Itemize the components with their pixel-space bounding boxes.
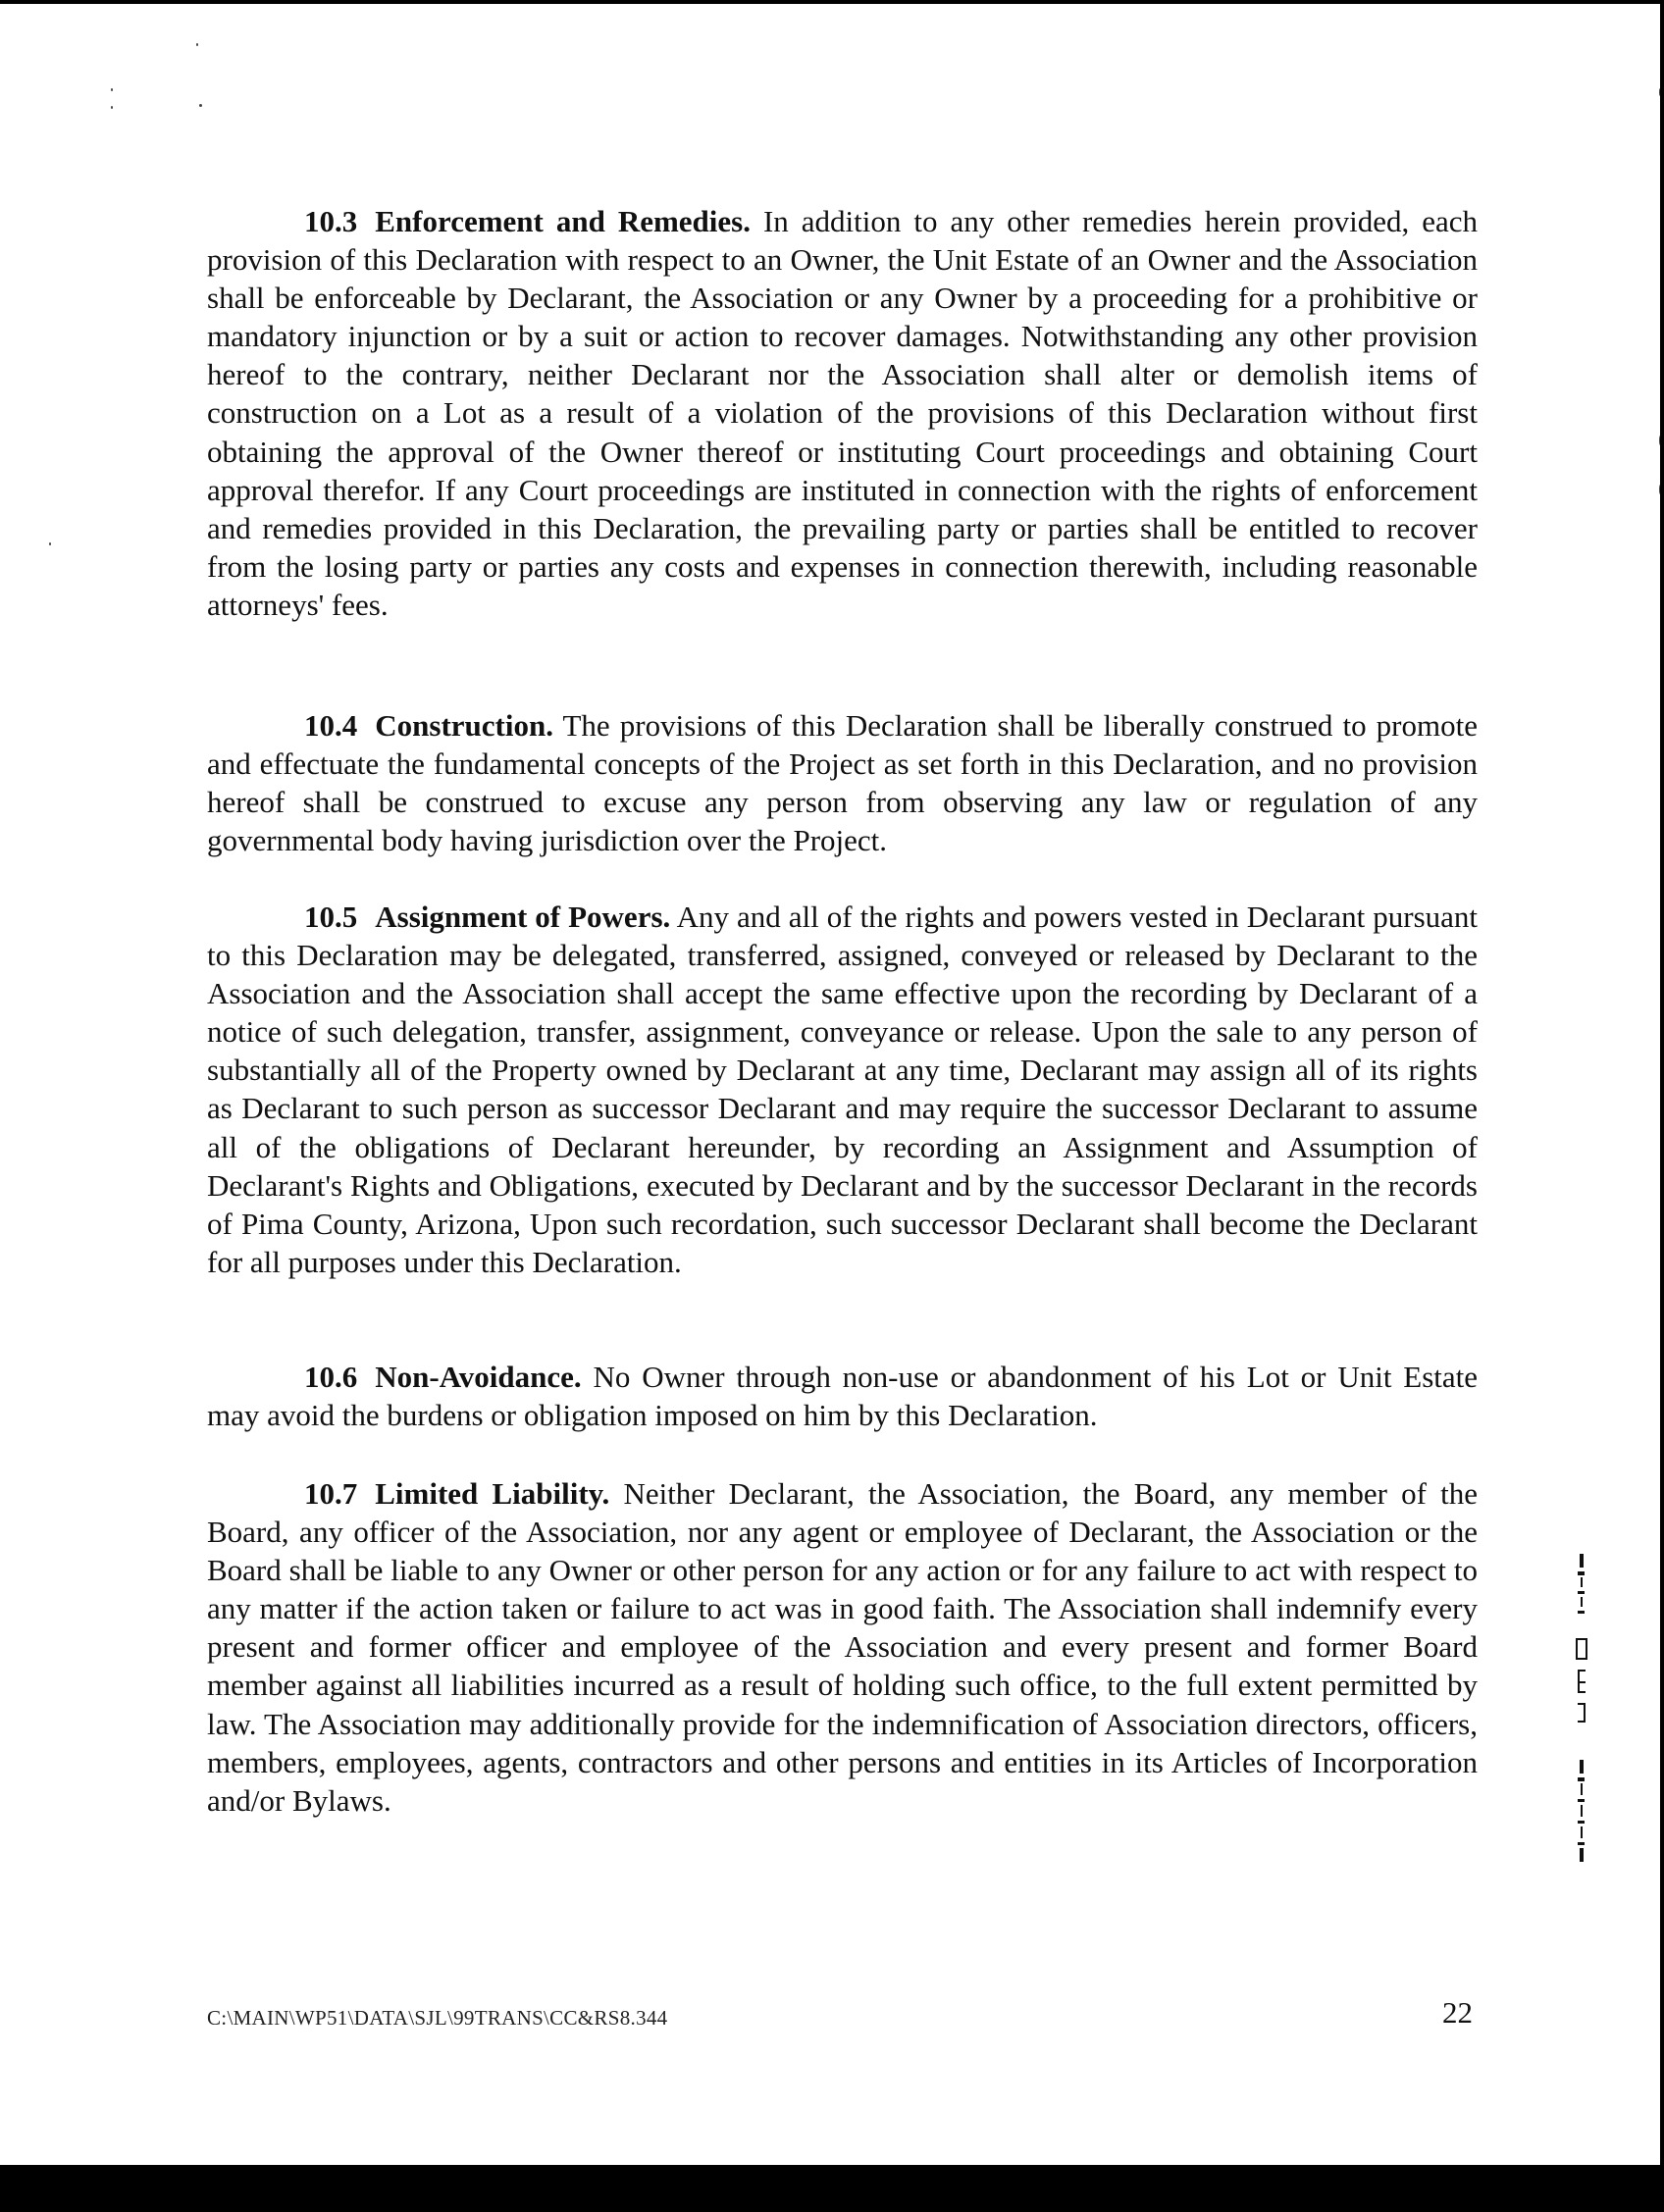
section-body: No Owner through non-use or abandonment of his Lot or Unit Estate may avoid the burdens or obligation imposed on him by this Declaration. [207, 1360, 1479, 1433]
footer-file-path: C:\MAIN\WP51\DATA\SJL\99TRANS\CC&RS8.344 [207, 2006, 668, 2030]
section-10-6 [207, 1358, 1478, 1434]
section-number: 10.6 [304, 1360, 358, 1394]
section-10-5 [207, 898, 1478, 1281]
section-heading: Non-Avoidance. [375, 1360, 582, 1394]
section-body: Any and all of the rights and powers vested in Declarant pursuant to this Declaration may be delegated, transferred, assigned, conveyed or released by Declarant to the Association and the Association shall accept the same effective upon the recording by Declarant of a notice of such delegation, transfer, assignment, conveyance or release. Upon the sale to any person of substantially all of the Property owned by Declarant at any time, Declarant may assign all of its rights as Declarant to such person as successor Declarant and may require the successor Declarant to assume all of the obligations of Declarant hereunder, by recording an Assignment and Assumption of Declarant's Rights and Obligations, executed by Declarant and by the successor Declarant in the records of Pima County, Arizona, Upon such recordation, such successor Declarant shall become the Declarant for all purposes under this Declaration. [207, 900, 1479, 1279]
scan-speck [196, 43, 198, 46]
scan-speck [111, 88, 113, 91]
section-10-4 [207, 706, 1478, 859]
section-10-7 [207, 1474, 1478, 1820]
section-heading: Limited Liability. [375, 1476, 610, 1511]
scan-speck [1659, 88, 1660, 96]
recording-stamp-mark [1554, 1554, 1613, 1897]
scan-speck [1659, 485, 1660, 494]
section-number: 10.5 [304, 900, 358, 934]
section-number: 10.3 [304, 204, 358, 238]
section-number: 10.4 [304, 708, 358, 743]
section-heading: Construction. [375, 708, 553, 743]
section-body: In addition to any other remedies herein provided, each provision of this Declaration with respect to an Owner, the Unit Estate of an Owner and the Association shall be enforceable by Declarant, the Association or any Owner by a proceeding for a prohibitive or mandatory injunction or by a suit or action to recover damages. Notwithstanding any other provision hereof to the contrary, neither Declarant nor the Association shall alter or demolish items of construction on a Lot as a result of a violation of the provisions of this Declaration without first obtaining the approval of the Owner thereof or instituting Court proceedings and obtaining Court approval therefor. If any Court proceedings are instituted in connection with the rights of enforcement and remedies provided in this Declaration, the prevailing party or parties shall be entitled to recover from the losing party or parties any costs and expenses in connection therewith, including reasonable attorneys' fees. [207, 204, 1478, 622]
scan-speck [49, 542, 51, 545]
section-heading: Assignment of Powers. [375, 900, 671, 934]
page-number: 22 [1442, 1995, 1473, 2030]
document-page [0, 4, 1660, 2165]
scan-speck [199, 104, 202, 107]
section-number: 10.7 [304, 1476, 358, 1511]
section-body: The provisions of this Declaration shall be liberally construed to promote and effectuate the fundamental concepts of the Project as set forth in this Declaration, and no provision hereof shall be construed to excuse any person from observing any law or regulation of any governmental body having jurisdiction over the Project. [207, 708, 1478, 858]
scan-speck [111, 106, 113, 109]
section-10-3 [207, 202, 1478, 624]
section-body: Neither Declarant, the Association, the Board, any member of the Board, any officer of the Association, nor any agent or employee of Declarant, the Association or the Board shall be liable to any Owner or other person for any action or for any failure to act with respect to any matter if the action taken or failure to act was in good faith. The Association shall indemnify every present and former officer and employee of the Association and every present and former Board member against all liabilities incurred as a result of holding such office, to the full extent permitted by law. The Association may additionally provide for the indemnification of Association directors, officers, members, employees, agents, contractors and other persons and entities in its Articles of Incorporation and/or Bylaws. [207, 1476, 1479, 1818]
section-heading: Enforcement and Remedies. [375, 204, 751, 238]
scan-speck [1659, 436, 1660, 445]
